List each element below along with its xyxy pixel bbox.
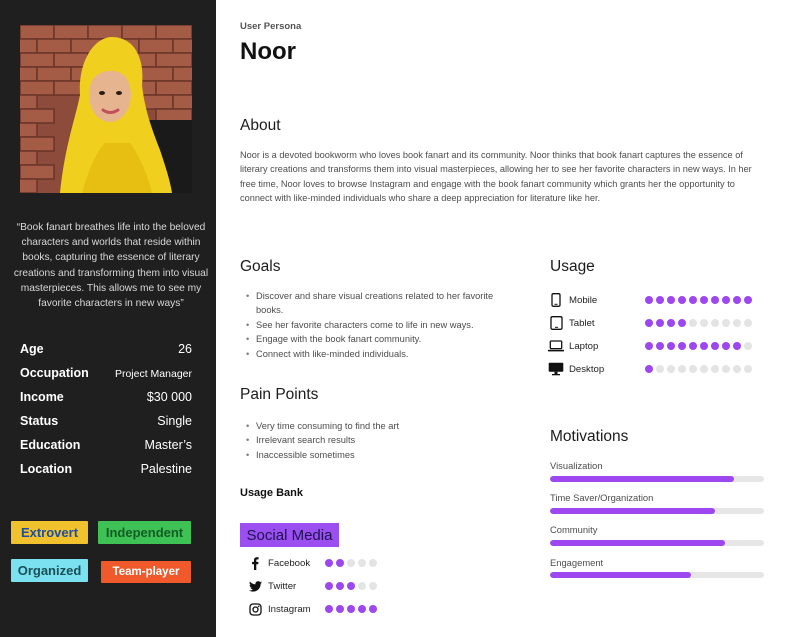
rating-dot: [711, 296, 719, 304]
rating-dot: [347, 559, 355, 567]
rating-dot: [744, 365, 752, 373]
rating-dot: [325, 559, 333, 567]
rating-dot: [369, 582, 377, 590]
pain-point-item: • Inaccessible sometimes: [241, 448, 501, 462]
goal-item: • See her favorite characters come to life in new ways.: [241, 318, 501, 332]
goal-item: • Connect with like-minded individuals.: [241, 347, 501, 361]
facebook-icon: [247, 556, 263, 570]
info-label-occupation: Occupation: [20, 366, 89, 380]
rating-dot: [689, 296, 697, 304]
info-value-occupation: Project Manager: [114, 368, 192, 380]
about-heading: About: [240, 117, 281, 134]
rating-dot: [722, 365, 730, 373]
tablet-icon: [548, 316, 564, 330]
rating-dot: [700, 342, 708, 350]
social-label-facebook: Facebook: [268, 557, 311, 569]
motivation-label-engagement: Engagement: [550, 557, 604, 568]
twitter-icon: [247, 579, 263, 593]
goal-item: • Engage with the book fanart community.: [241, 332, 501, 346]
motivation-bar-visualization: [550, 476, 764, 482]
rating-dot: [700, 319, 708, 327]
rating-dot: [656, 319, 664, 327]
info-value-age: 26: [178, 342, 192, 356]
about-text: Noor is a devoted bookworm who loves book fanart and its community. Noor thinks that book fanart captures the essence of literary creations and transforms them into visual masterpieces, allowing her to see her favorite characters in new ways. In her free time, Noor loves to browse Instagram and engage with the book fanart community which grants her the opportunity to connect with like-minded individuals who share a deep appreciation for literature like her.: [240, 150, 752, 204]
info-list: [20, 342, 192, 486]
rating-dot: [722, 296, 730, 304]
tag-extrovert: Extrovert: [11, 521, 88, 544]
info-label-status: Status: [20, 414, 59, 428]
rating-dot: [733, 296, 741, 304]
rating-dot: [678, 319, 686, 327]
info-label-location: Location: [20, 462, 73, 476]
social-row-instagram: [247, 602, 311, 616]
rating-dot: [336, 605, 344, 613]
rating-dot: [733, 342, 741, 350]
usage-dots-tablet: [645, 319, 752, 327]
rating-dot: [656, 342, 664, 350]
mobile-icon: [548, 293, 564, 307]
persona-quote: “Book fanart breathes life into the beloved characters and worlds that reside within books, capturing the essence of literary creations and transforming them into visual masterpieces. This allows me to see my favorite characters in new ways”: [13, 222, 209, 310]
usage-dots-mobile: [645, 296, 752, 304]
rating-dot: [645, 296, 653, 304]
tag-team-player: Team-player: [101, 561, 191, 583]
rating-dot: [711, 342, 719, 350]
social-dots-facebook: [325, 559, 377, 567]
rating-dot: [336, 582, 344, 590]
rating-dot: [744, 296, 752, 304]
motivations-heading: Motivations: [550, 428, 629, 445]
motivation-label-time-saver: Time Saver/Organization: [550, 492, 654, 503]
tag-organized: Organized: [11, 559, 88, 582]
rating-dot: [700, 365, 708, 373]
rating-dot: [667, 365, 675, 373]
motivation-bar-community: [550, 540, 764, 546]
rating-dot: [678, 342, 686, 350]
persona-photo: [20, 25, 192, 193]
rating-dot: [325, 582, 333, 590]
rating-dot: [656, 365, 664, 373]
usage-bank-heading: Usage Bank: [240, 487, 303, 499]
rating-dot: [678, 365, 686, 373]
rating-dot: [369, 605, 377, 613]
info-value-education: Master’s: [144, 438, 192, 452]
pain-point-item: • Very time consuming to find the art: [241, 419, 501, 433]
social-dots-instagram: [325, 605, 377, 613]
info-label-age: Age: [20, 342, 44, 356]
rating-dot: [744, 319, 752, 327]
usage-row-mobile: [548, 293, 597, 307]
info-value-location: Palestine: [140, 462, 192, 476]
desktop-icon: [548, 362, 564, 376]
rating-dot: [645, 342, 653, 350]
rating-dot: [358, 559, 366, 567]
motivation-label-community: Community: [550, 524, 598, 535]
rating-dot: [722, 342, 730, 350]
rating-dot: [711, 365, 719, 373]
rating-dot: [358, 582, 366, 590]
rating-dot: [722, 319, 730, 327]
usage-dots-desktop: [645, 365, 752, 373]
usage-label-mobile: Mobile: [569, 294, 598, 306]
social-row-twitter: [247, 579, 296, 593]
usage-heading: Usage: [550, 258, 595, 275]
usage-row-tablet: [548, 316, 595, 330]
motivation-bar-engagement: [550, 572, 764, 578]
social-media-heading: Social Media: [240, 523, 339, 547]
usage-label-laptop: Laptop: [569, 340, 599, 352]
rating-dot: [689, 365, 697, 373]
rating-dot: [689, 319, 697, 327]
motivation-label-visualization: Visualization: [550, 460, 603, 471]
motivation-fill-visualization: [550, 476, 734, 482]
rating-dot: [733, 319, 741, 327]
rating-dot: [325, 605, 333, 613]
info-label-education: Education: [20, 438, 81, 452]
social-row-facebook: [247, 556, 310, 570]
motivation-bar-time-saver: [550, 508, 764, 514]
info-row-income: [20, 390, 192, 414]
rating-dot: [733, 365, 741, 373]
pain-points-list: [241, 419, 501, 462]
usage-label-desktop: Desktop: [569, 363, 605, 375]
laptop-icon: [548, 339, 564, 353]
motivation-fill-engagement: [550, 572, 691, 578]
rating-dot: [645, 365, 653, 373]
rating-dot: [336, 559, 344, 567]
rating-dot: [678, 296, 686, 304]
info-value-status: Single: [157, 414, 192, 428]
info-row-location: [20, 462, 192, 486]
info-value-income: $30 000: [146, 390, 192, 404]
info-row-education: [20, 438, 192, 462]
goal-item: • Discover and share visual creations related to her favorite books.: [241, 289, 501, 318]
rating-dot: [667, 296, 675, 304]
social-dots-twitter: [325, 582, 377, 590]
persona-photo-image: [20, 25, 192, 193]
goals-heading: Goals: [240, 258, 281, 275]
goals-list: [241, 289, 501, 361]
rating-dot: [744, 342, 752, 350]
persona-name: Noor: [240, 38, 296, 65]
instagram-icon: [247, 602, 263, 616]
motivation-fill-community: [550, 540, 725, 546]
rating-dot: [711, 319, 719, 327]
persona-label: User Persona: [240, 21, 302, 32]
info-row-status: [20, 414, 192, 438]
rating-dot: [700, 296, 708, 304]
rating-dot: [689, 342, 697, 350]
rating-dot: [358, 605, 366, 613]
rating-dot: [667, 342, 675, 350]
rating-dot: [347, 582, 355, 590]
rating-dot: [645, 319, 653, 327]
rating-dot: [656, 296, 664, 304]
usage-row-desktop: [548, 362, 604, 376]
info-row-age: [20, 342, 192, 366]
info-label-income: Income: [20, 390, 64, 404]
sidebar: [0, 0, 216, 637]
usage-label-tablet: Tablet: [569, 317, 595, 329]
social-label-twitter: Twitter: [268, 580, 297, 592]
motivation-fill-time-saver: [550, 508, 715, 514]
social-label-instagram: Instagram: [268, 603, 311, 615]
info-row-occupation: [20, 366, 192, 390]
usage-row-laptop: [548, 339, 598, 353]
pain-points-heading: Pain Points: [240, 386, 319, 403]
rating-dot: [369, 559, 377, 567]
usage-dots-laptop: [645, 342, 752, 350]
rating-dot: [347, 605, 355, 613]
tag-independent: Independent: [98, 521, 191, 544]
rating-dot: [667, 319, 675, 327]
pain-point-item: • Irrelevant search results: [241, 433, 501, 447]
